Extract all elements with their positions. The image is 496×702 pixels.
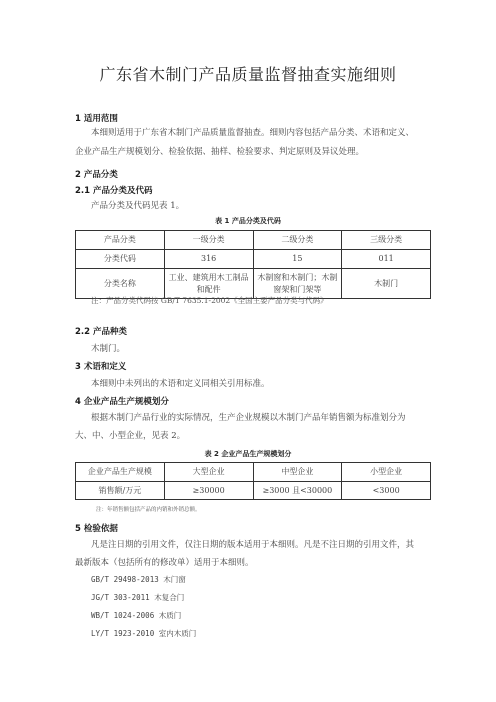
table-1-cell-line: 窗架和门架等 xyxy=(273,284,322,294)
section-1-heading: 1 适用范围 xyxy=(75,114,118,124)
table-1-header-cell: 一级分类 xyxy=(164,231,253,250)
table-1-cell-line: 工业、建筑用木工制品 xyxy=(168,272,249,282)
section-2-1-heading: 2.1 产品分类及代码 xyxy=(75,186,153,196)
section-5-line-1: 凡是注日期的引用文件，仅注日期的版本适用于本细则。凡是不注日期的引用文件，其 xyxy=(91,540,415,550)
section-2-1-text: 产品分类及代码见表 1。 xyxy=(91,201,185,211)
table-2-header-cell: 大型企业 xyxy=(164,463,253,482)
table-1-header-cell: 三级分类 xyxy=(342,231,431,250)
table-1-cell: 分类名称 xyxy=(76,269,165,299)
section-2-2-text: 木制门。 xyxy=(91,344,126,354)
table-2-cell: <3000 xyxy=(342,482,431,500)
section-5-heading: 5 检验依据 xyxy=(75,524,118,534)
table-1-cell: 木制门 xyxy=(342,269,431,299)
table-2-cell: 销售额/万元 xyxy=(76,482,165,500)
table-1-cell: 15 xyxy=(253,250,342,269)
table-1-cell: 316 xyxy=(164,250,253,269)
section-1-line-1: 本细则适用于广东省木制门产品质量监督抽查。细则内容包括产品分类、术语和定义、 xyxy=(91,128,415,138)
section-3-text: 本细则中未列出的术语和定义同相关引用标准。 xyxy=(91,379,270,389)
table-2-cell: ≥30000 xyxy=(164,482,253,500)
section-2-heading: 2 产品分类 xyxy=(75,170,118,180)
table-1-name-row xyxy=(76,269,431,299)
section-4-line-2: 大、中、小型企业，见表 2。 xyxy=(75,431,186,441)
reference-standard: LY/T 1923-2010 室内木质门 xyxy=(91,629,197,638)
product-classification-table xyxy=(75,230,431,299)
section-5-line-2: 最新版本（包括所有的修改单）适用于本细则。 xyxy=(75,558,254,568)
table-1-header-cell: 产品分类 xyxy=(76,231,165,250)
table-1-cell xyxy=(253,269,342,299)
section-4-heading: 4 企业产品生产规模划分 xyxy=(75,397,169,407)
table-2-caption: 表 2 企业产品生产规模划分 xyxy=(204,450,292,458)
table-1-cell xyxy=(164,269,253,299)
section-4-line-1: 根据木制门产品行业的实际情况，生产企业规模以木制门产品年销售额为标准划分为 xyxy=(91,413,406,423)
section-2-2-heading: 2.2 产品种类 xyxy=(75,327,128,337)
table-2-header-cell: 中型企业 xyxy=(253,463,342,482)
table-2-header-row xyxy=(76,463,431,482)
table-1-note: 注：产品分类代码按 GB/T 7635.1-2002《全国主要产品分类与代码》 xyxy=(91,296,328,305)
table-1-code-row xyxy=(76,250,431,269)
table-2-row xyxy=(76,482,431,500)
table-1-caption: 表 1 产品分类及代码 xyxy=(215,217,281,225)
table-2-note: 注：年销售额包括产品的内销和外销总额。 xyxy=(96,507,201,513)
table-1-cell: 011 xyxy=(342,250,431,269)
table-2-header-cell: 企业产品生产规模 xyxy=(76,463,165,482)
document-title: 广东省木制门产品质量监督抽查实施细则 xyxy=(99,65,397,84)
table-1-cell: 分类代码 xyxy=(76,250,165,269)
section-3-heading: 3 术语和定义 xyxy=(75,362,127,372)
table-1-header-cell: 二级分类 xyxy=(253,231,342,250)
table-2-cell: ≥3000 且<30000 xyxy=(253,482,342,500)
production-scale-table xyxy=(75,462,431,500)
table-1-cell-line: 木制窗和木制门；木制 xyxy=(257,272,338,282)
table-2-header-cell: 小型企业 xyxy=(342,463,431,482)
reference-standard: WB/T 1024-2006 木质门 xyxy=(91,611,182,620)
reference-standard: GB/T 29498-2013 木门窗 xyxy=(91,575,186,584)
reference-standard: JG/T 303-2011 木复合门 xyxy=(91,593,185,602)
table-1-header-row xyxy=(76,231,431,250)
table-1-cell-line: 和配件 xyxy=(196,284,221,294)
section-1-line-2: 企业产品生产规模划分、检验依据、抽样、检验要求、判定原则及异议处理。 xyxy=(75,147,365,157)
